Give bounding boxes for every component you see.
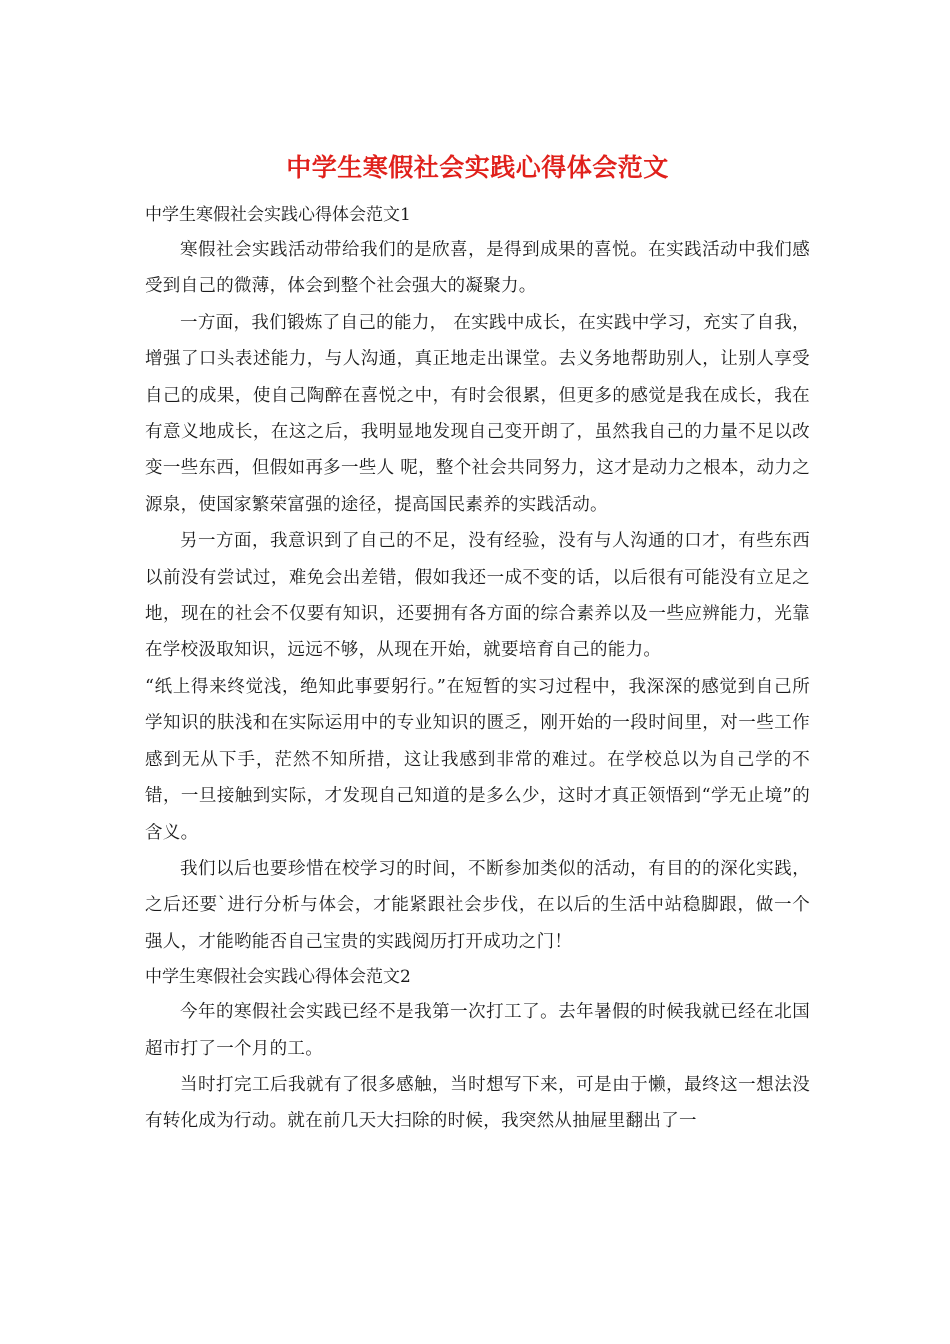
section-heading: 中学生寒假社会实践心得体会范文2 — [145, 967, 411, 988]
paragraph: 当时打完工后我就有了很多感触，当时想写下来，可是由于懒，最终这一想法没有转化成为行动。就在前几天大扫除的时候，我突然从抽屉里翻出了一 — [145, 1074, 810, 1132]
paragraph: “纸上得来终觉浅，绝知此事要躬行。”在短暂的实习过程中，我深深的感觉到自己所学知识的肤浅和在实际运用中的专业知识的匮乏，刚开始的一段时间里，对一些工作感到无从下手，茫然不知所措，这让我感到非常的难过。在学校总以为自己学的不错，一旦接触到实际，才发现自己知道的是多么少，这时才真正领悟到“学无止境”的含义。 — [145, 676, 810, 843]
section-heading: 中学生寒假社会实践心得体会范文1 — [145, 205, 411, 225]
paragraph: 寒假社会实践活动带给我们的是欣喜，是得到成果的喜悦。在实践活动中我们感受到自己的微薄，体会到整个社会强大的凝聚力。 — [145, 240, 810, 297]
paragraph: 一方面，我们锻炼了自己的能力， 在实践中成长，在实践中学习，充实了自我，增强了口头表述能力，与人沟通，真正地走出课堂。去义务地帮助别人，让别人享受自己的成果，使自己陶醉在喜悦之中，有时会很累，但更多的感觉是我在成长，我在有意义地成长，在这之后，我明显地发现自己变开朗了，虽然我自己的力量不足以改变一些东西，但假如再多一些人 呢，整个社会共同努力，这才是动力之根本，动力之源泉，使国家繁荣富强的途径，提高国民素养的实践活动。 — [145, 312, 810, 515]
paragraph: 今年的寒假社会实践已经不是我第一次打工了。去年暑假的时候我就已经在北国超市打了一个月的工。 — [145, 1002, 810, 1059]
paragraph: 我们以后也要珍惜在校学习的时间，不断参加类似的活动，有目的的深化实践，之后还要`进行分析与体会，才能紧跟社会步伐，在以后的生活中站稳脚跟，做一个强人，才能哟能否自己宝贵的实践阅历打开成功之门！ — [145, 858, 810, 952]
section-1 — [145, 198, 810, 960]
document-title: 中学生寒假社会实践心得体会范文 — [286, 153, 669, 182]
section-2 — [145, 960, 810, 1140]
paragraph: 另一方面，我意识到了自己的不足，没有经验，没有与人沟通的口才，有些东西以前没有尝试过，难免会出差错，假如我还一成不变的话，以后很有可能没有立足之地，现在的社会不仅要有知识，还要拥有各方面的综合素养以及一些应辨能力，光靠在学校汲取知识，远远不够，从现在开始，就要培育自己的能力。 — [145, 531, 810, 661]
document-page — [145, 140, 810, 1140]
